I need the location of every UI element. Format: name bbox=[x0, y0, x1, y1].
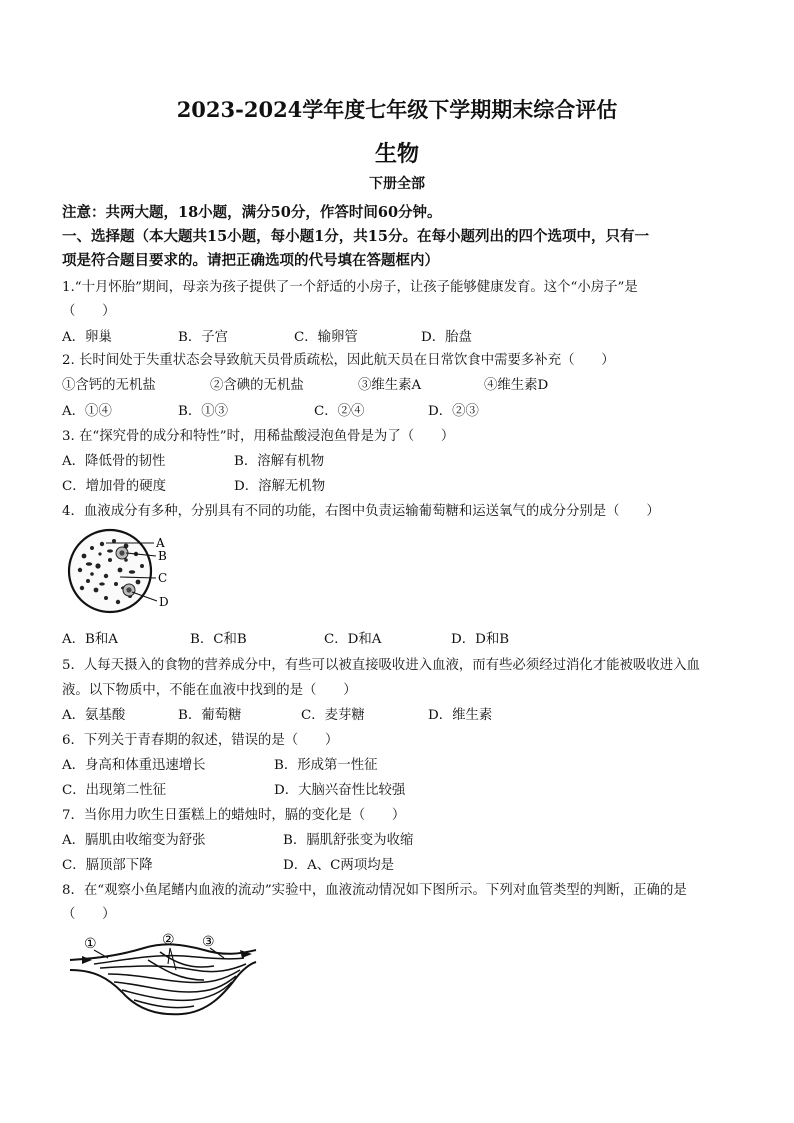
exam-title: 2023-2024学年度七年级下学期期末综合评估 bbox=[176, 97, 618, 122]
q1-stem-line2: （ ） bbox=[62, 304, 116, 319]
section-heading-line2: 项是符合题目要求的。请把正确选项的代号填在答题框内） bbox=[62, 252, 439, 269]
q2-statement-2: ②含碘的无机盐 bbox=[210, 378, 304, 393]
tail-fin-vessel-figure bbox=[64, 930, 264, 1022]
q4-option-c: C．D和A bbox=[324, 632, 382, 647]
q2-statement-3: ③维生素A bbox=[358, 378, 422, 393]
q7-option-b: B．膈肌舒张变为收缩 bbox=[283, 833, 414, 848]
q3-option-c: C．增加骨的硬度 bbox=[62, 479, 166, 494]
q6-stem: 6．下列关于青春期的叙述，错误的是（ ） bbox=[62, 733, 339, 748]
q1-option-b: B．子宫 bbox=[178, 330, 229, 345]
q3-option-d: D．溶解无机物 bbox=[234, 479, 326, 494]
q7-option-c: C．膈顶部下降 bbox=[62, 858, 153, 873]
q7-option-d: D．A、C两项均是 bbox=[283, 858, 394, 873]
q6-option-d: D．大脑兴奋性比较强 bbox=[274, 783, 406, 798]
q5-option-d: D．维生素 bbox=[428, 708, 493, 723]
q6-option-c: C．出现第二性征 bbox=[62, 783, 166, 798]
subject-title: 生物 bbox=[374, 141, 419, 167]
q7-option-a: A．膈肌由收缩变为舒张 bbox=[62, 833, 206, 848]
q3-stem: 3. 在“探究骨的成分和特性”时，用稀盐酸浸泡鱼骨是为了（ ） bbox=[62, 429, 455, 444]
figure-label-3: ③ bbox=[202, 934, 215, 950]
q8-stem-line1: 8．在“观察小鱼尾鳍内血液的流动”实验中，血液流动情况如下图所示。下列对血管类型的判断，正确的是 bbox=[62, 883, 687, 898]
q5-stem-line2: 液。以下物质中，不能在血液中找到的是（ ） bbox=[62, 683, 357, 698]
q6-option-a: A．身高和体重迅速增长 bbox=[62, 758, 206, 773]
q1-option-d: D．胎盘 bbox=[421, 330, 472, 345]
q2-statement-4: ④维生素D bbox=[484, 378, 549, 393]
figure-label-1: ① bbox=[84, 936, 97, 952]
section-heading-line1: 一、选择题（本大题共15小题，每小题1分，共15分。在每小题列出的四个选项中，只有一 bbox=[62, 228, 649, 245]
q2-option-d: D．②③ bbox=[428, 404, 479, 419]
q2-option-a: A．①④ bbox=[62, 404, 112, 419]
q5-stem-line1: 5．人每天摄入的食物的营养成分中，有些可以被直接吸收进入血液，而有些必须经过消化才能被吸收进入血 bbox=[62, 658, 700, 673]
q1-stem-line1: 1.“十月怀胎”期间，母亲为孩子提供了一个舒适的小房子，让孩子能够健康发育。这个“小房子”是 bbox=[62, 280, 638, 295]
figure-label-b: B bbox=[158, 549, 167, 563]
figure-label-2: ② bbox=[162, 932, 175, 948]
q5-option-c: C．麦芽糖 bbox=[301, 708, 365, 723]
q3-option-b: B．溶解有机物 bbox=[234, 454, 325, 469]
q1-option-a: A．卵巢 bbox=[62, 330, 112, 345]
q5-option-b: B．葡萄糖 bbox=[178, 708, 242, 723]
q2-statement-1: ①含钙的无机盐 bbox=[62, 378, 156, 393]
q4-option-b: B．C和B bbox=[190, 632, 247, 647]
q4-option-a: A．B和A bbox=[62, 632, 118, 647]
figure-label-c: C bbox=[158, 571, 168, 585]
q2-stem: 2. 长时间处于失重状态会导致航天员骨质疏松，因此航天员在日常饮食中需要多补充（ ） bbox=[62, 353, 615, 368]
figure-label-d: D bbox=[159, 595, 169, 609]
q3-option-a: A．降低骨的韧性 bbox=[62, 454, 166, 469]
scope-label: 下册全部 bbox=[369, 176, 425, 192]
blood-cell-figure bbox=[62, 526, 182, 616]
q4-option-d: D．D和B bbox=[451, 632, 510, 647]
q7-stem: 7．当你用力吹生日蛋糕上的蜡烛时，膈的变化是（ ） bbox=[62, 808, 406, 823]
q6-option-b: B．形成第一性征 bbox=[274, 758, 378, 773]
q1-option-c: C．输卵管 bbox=[294, 330, 358, 345]
notice: 注意：共两大题，18小题，满分50分，作答时间60分钟。 bbox=[62, 204, 442, 221]
q2-option-c: C．②④ bbox=[314, 404, 365, 419]
q8-stem-line2: （ ） bbox=[62, 907, 116, 922]
q4-stem: 4．血液成分有多种，分别具有不同的功能，右图中负责运输葡萄糖和运送氧气的成分分别是（ ） bbox=[62, 504, 660, 519]
figure-label-a: A bbox=[156, 536, 165, 550]
q5-option-a: A．氨基酸 bbox=[62, 708, 126, 723]
q2-option-b: B．①③ bbox=[178, 404, 229, 419]
